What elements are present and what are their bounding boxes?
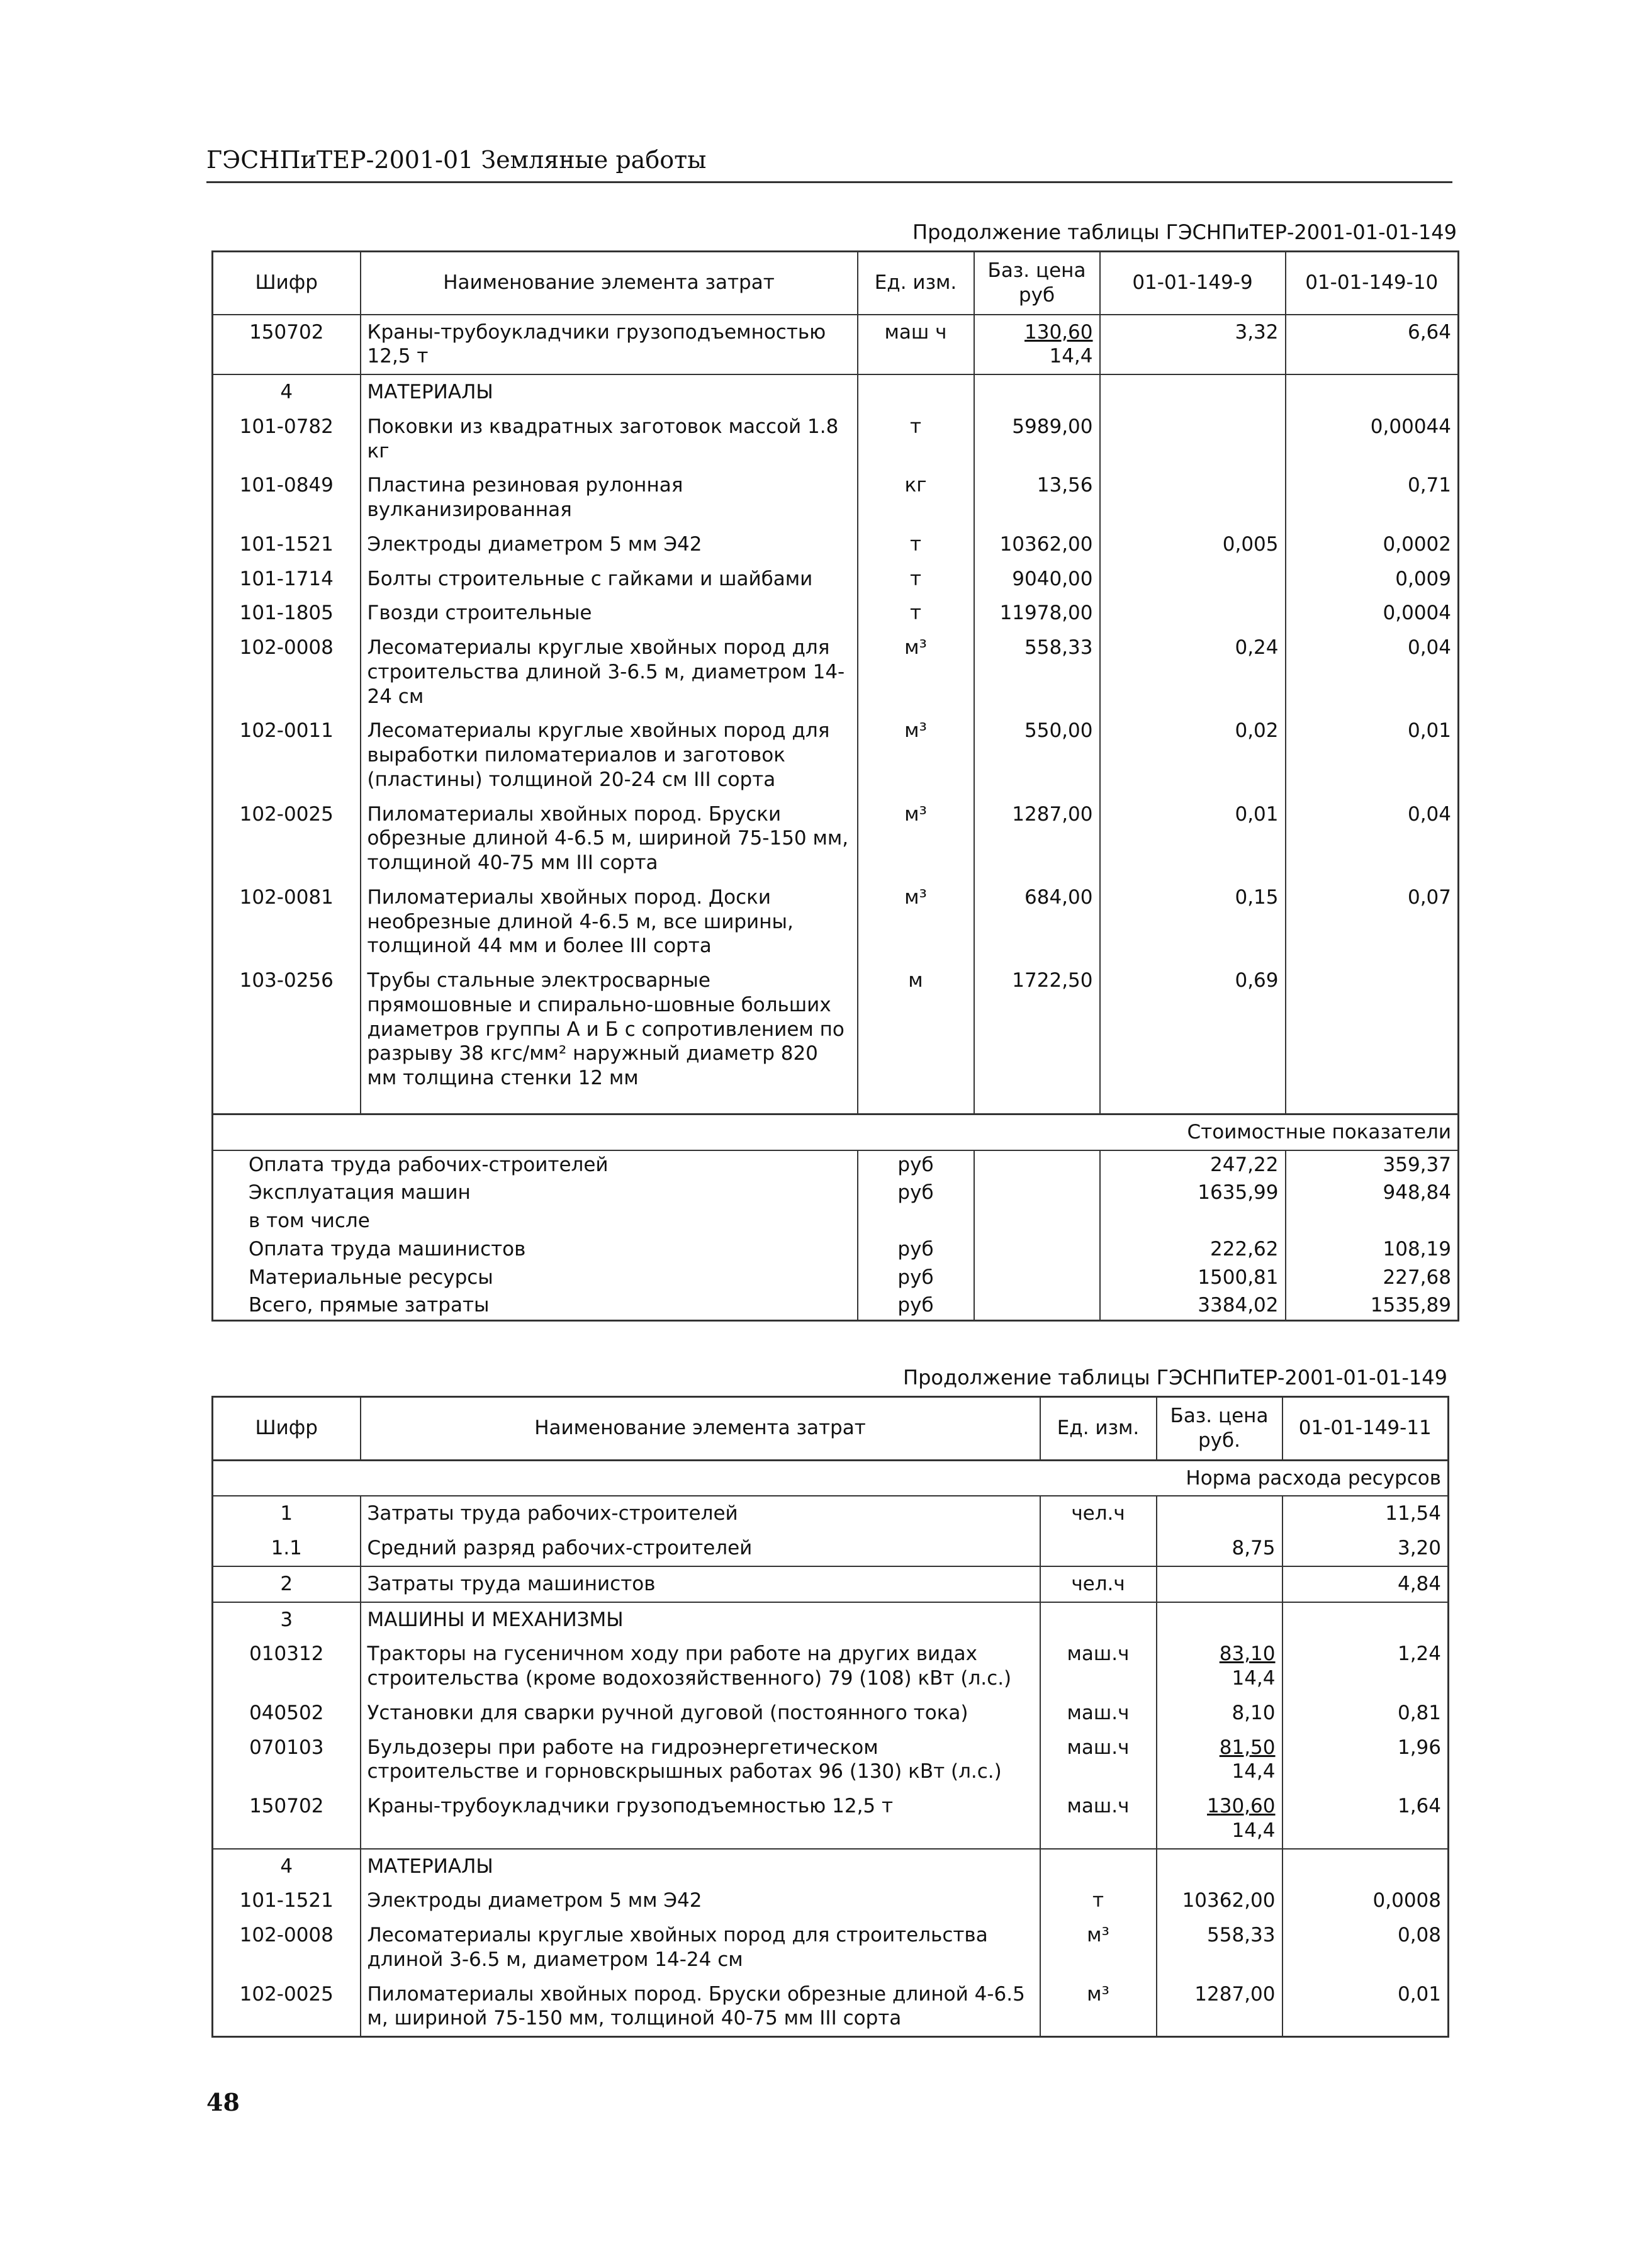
base-price-value: 9040,00 <box>1012 567 1093 590</box>
row-unit: чел.ч <box>1040 1496 1157 1531</box>
base-price-value: 10362,00 <box>999 532 1093 556</box>
base-price <box>974 797 1100 880</box>
base-price-value: 130,60 <box>1024 320 1093 344</box>
row-v1: 0,0008 <box>1282 1883 1449 1918</box>
table-row <box>213 963 1459 1096</box>
spacer-cell <box>1100 1096 1286 1114</box>
summary-v1: 1635,99 <box>1100 1179 1286 1207</box>
row-code: 101-0782 <box>213 410 361 469</box>
col-name: Наименование элемента затрат <box>361 1397 1040 1461</box>
norm-band-row <box>213 1460 1449 1496</box>
table-row <box>213 880 1459 963</box>
base-price <box>974 714 1100 797</box>
base-price-value: 558,33 <box>1207 1924 1276 1946</box>
row-unit: м³ <box>858 880 974 963</box>
table-row <box>213 1731 1449 1790</box>
base-price-value: 550,00 <box>1024 719 1093 743</box>
row-v1: 0,02 <box>1100 714 1286 797</box>
row-code: 070103 <box>213 1731 361 1790</box>
row-name: Средний разряд рабочих-строителей <box>361 1531 1040 1566</box>
base-price <box>1157 1918 1282 1977</box>
summary-v1: 1500,81 <box>1100 1264 1286 1292</box>
row-code: 101-1521 <box>213 1883 361 1918</box>
row-code: 150702 <box>213 1789 361 1849</box>
summary-row <box>213 1179 1459 1207</box>
row-v2 <box>1286 374 1459 410</box>
base-price <box>1157 1883 1282 1918</box>
summary-v1: 247,22 <box>1100 1150 1286 1179</box>
row-code: 102-0008 <box>213 631 361 714</box>
summary-v2 <box>1286 1207 1459 1235</box>
row-unit: маш.ч <box>1040 1789 1157 1849</box>
table-row <box>213 315 1459 375</box>
table-row <box>213 1883 1449 1918</box>
table-row <box>213 1637 1449 1696</box>
summary-empty <box>974 1207 1100 1235</box>
summary-empty <box>974 1264 1100 1292</box>
row-unit: м³ <box>1040 1918 1157 1977</box>
col-price: Баз. цена руб. <box>1157 1397 1282 1461</box>
row-name: Пиломатериалы хвойных пород. Бруски обрезные длиной 4-6.5 м, шириной 75-150 мм, толщиной 40-75 мм III сорта <box>361 797 858 880</box>
row-name: Затраты труда рабочих-строителей <box>361 1496 1040 1531</box>
summary-unit: руб <box>858 1150 974 1179</box>
cost-band: Стоимостные показатели <box>213 1114 1459 1150</box>
base-price-value: 81,50 <box>1219 1736 1276 1759</box>
summary-label: Оплата труда рабочих-строителей <box>213 1150 858 1179</box>
base-price <box>1157 1789 1282 1849</box>
row-name: Пластина резиновая рулонная вулканизированная <box>361 468 858 527</box>
table-row <box>213 1789 1449 1849</box>
base-price <box>974 315 1100 375</box>
table-row <box>213 1696 1449 1731</box>
section-title: МАШИНЫ И МЕХАНИЗМЫ <box>361 1602 1040 1637</box>
row-code: 010312 <box>213 1637 361 1696</box>
summary-v2: 948,84 <box>1286 1179 1459 1207</box>
col-price: Баз. цена руб <box>974 252 1100 315</box>
row-name: Пиломатериалы хвойных пород. Доски необрезные длиной 4-6.5 м, все ширины, толщиной 44 мм и более III сорта <box>361 880 858 963</box>
summary-v1 <box>1100 1207 1286 1235</box>
row-name: Трубы стальные электросварные прямошовные и спирально-шовные больших диаметров группы А и Б с сопротивлением по разрыву 38 кгс/мм² наружный диаметр 820 мм толщина стенки 12 мм <box>361 963 858 1096</box>
row-unit: т <box>1040 1883 1157 1918</box>
machinist-rate: 14,4 <box>1232 1667 1276 1690</box>
row-v1 <box>1100 468 1286 527</box>
row-unit: маш.ч <box>1040 1696 1157 1731</box>
base-price <box>1157 1637 1282 1696</box>
summary-unit: руб <box>858 1264 974 1292</box>
summary-label: Всего, прямые затраты <box>213 1291 858 1320</box>
row-v1: 0,24 <box>1100 631 1286 714</box>
base-price-value: 684,00 <box>1024 885 1093 909</box>
row-name: Поковки из квадратных заготовок массой 1.8 кг <box>361 410 858 469</box>
row-name: Затраты труда машинистов <box>361 1566 1040 1602</box>
row-v1 <box>1282 1849 1449 1884</box>
base-price <box>1157 1696 1282 1731</box>
summary-unit: руб <box>858 1291 974 1320</box>
base-price-value: 10362,00 <box>1182 1889 1276 1912</box>
row-code: 102-0025 <box>213 797 361 880</box>
row-unit: м³ <box>858 631 974 714</box>
table-row <box>213 468 1459 527</box>
col-name: Наименование элемента затрат <box>361 252 858 315</box>
row-name: Электроды диаметром 5 мм Э42 <box>361 527 858 562</box>
base-price <box>1157 1977 1282 2037</box>
machinist-rate: 14,4 <box>1232 1760 1276 1783</box>
row-name: Пиломатериалы хвойных пород. Бруски обрезные длиной 4-6.5 м, шириной 75-150 мм, толщиной 40-75 мм III сорта <box>361 1977 1040 2037</box>
summary-row <box>213 1264 1459 1292</box>
summary-v1: 3384,02 <box>1100 1291 1286 1320</box>
summary-v2: 108,19 <box>1286 1235 1459 1264</box>
row-code: 2 <box>213 1566 361 1602</box>
table1-continuation-title: Продолжение таблицы ГЭСНПиТЕР-2001-01-01-149 <box>912 220 1457 244</box>
table-row <box>213 596 1459 631</box>
base-price-value: 558,33 <box>1024 636 1093 659</box>
row-code: 4 <box>213 374 361 410</box>
summary-row <box>213 1207 1459 1235</box>
row-v2: 0,07 <box>1286 880 1459 963</box>
section-row <box>213 1602 1449 1637</box>
summary-empty <box>974 1291 1100 1320</box>
table-row <box>213 714 1459 797</box>
row-unit: м³ <box>858 797 974 880</box>
row-code: 101-1805 <box>213 596 361 631</box>
row-name: Бульдозеры при работе на гидроэнергетическом строительстве и горновскрышных работах 96 (130) кВт (л.с.) <box>361 1731 1040 1790</box>
col-unit: Ед. изм. <box>858 252 974 315</box>
row-v1: 1,96 <box>1282 1731 1449 1790</box>
row-unit <box>1040 1849 1157 1884</box>
row-v2: 0,009 <box>1286 562 1459 597</box>
base-price-value: 13,56 <box>1036 474 1093 497</box>
summary-empty <box>974 1235 1100 1264</box>
row-code: 102-0011 <box>213 714 361 797</box>
row-unit: маш ч <box>858 315 974 375</box>
summary-unit: руб <box>858 1235 974 1264</box>
row-code: 1.1 <box>213 1531 361 1566</box>
row-v1 <box>1100 596 1286 631</box>
row-unit <box>1040 1531 1157 1566</box>
row-unit: кг <box>858 468 974 527</box>
row-code: 101-0849 <box>213 468 361 527</box>
summary-v2: 1535,89 <box>1286 1291 1459 1320</box>
col-code: Шифр <box>213 1397 361 1461</box>
table-row <box>213 1531 1449 1566</box>
table-row <box>213 1918 1449 1977</box>
spacer-cell <box>858 1096 974 1114</box>
row-unit: м³ <box>858 714 974 797</box>
base-price <box>974 596 1100 631</box>
base-price <box>974 631 1100 714</box>
table2 <box>211 1396 1449 2038</box>
summary-v1: 222,62 <box>1100 1235 1286 1264</box>
row-v2: 0,71 <box>1286 468 1459 527</box>
row-unit <box>858 374 974 410</box>
base-price-value: 8,75 <box>1232 1537 1276 1559</box>
summary-label: в том числе <box>213 1207 858 1235</box>
row-v2: 0,04 <box>1286 631 1459 714</box>
base-price <box>974 527 1100 562</box>
row-name: Гвозди строительные <box>361 596 858 631</box>
summary-label: Оплата труда машинистов <box>213 1235 858 1264</box>
table-row <box>213 1496 1449 1531</box>
table2-header-row <box>213 1397 1449 1461</box>
row-name: Лесоматериалы круглые хвойных пород для строительства длиной 3-6.5 м, диаметром 14-24 см <box>361 631 858 714</box>
norm-band: Норма расхода ресурсов <box>213 1460 1449 1496</box>
summary-v2: 359,37 <box>1286 1150 1459 1179</box>
row-v2: 0,04 <box>1286 797 1459 880</box>
spacer-cell <box>213 1096 361 1114</box>
row-v2: 0,00044 <box>1286 410 1459 469</box>
row-name: Краны-трубоукладчики грузоподъемностью 12,5 т <box>361 1789 1040 1849</box>
row-unit: м³ <box>1040 1977 1157 2037</box>
base-price <box>1157 1731 1282 1790</box>
row-v1: 0,005 <box>1100 527 1286 562</box>
row-name: Тракторы на гусеничном ходу при работе на других видах строительства (кроме водохозяйственного) 79 (108) кВт (л.с.) <box>361 1637 1040 1696</box>
row-name: Болты строительные с гайками и шайбами <box>361 562 858 597</box>
page-header: ГЭСНПиТЕР-2001-01 Земляные работы <box>206 146 1452 183</box>
base-price <box>1157 1602 1282 1637</box>
col-code: Шифр <box>213 252 361 315</box>
row-unit: маш.ч <box>1040 1637 1157 1696</box>
base-price-value: 83,10 <box>1219 1642 1276 1666</box>
base-price-value: 8,10 <box>1232 1701 1276 1724</box>
row-code: 1 <box>213 1496 361 1531</box>
summary-unit <box>858 1207 974 1235</box>
row-v1: 0,08 <box>1282 1918 1449 1977</box>
col-unit: Ед. изм. <box>1040 1397 1157 1461</box>
row-v2: 6,64 <box>1286 315 1459 375</box>
row-v1: 11,54 <box>1282 1496 1449 1531</box>
row-unit: т <box>858 410 974 469</box>
base-price-value: 1287,00 <box>1194 1982 1276 2006</box>
row-v2: 0,0002 <box>1286 527 1459 562</box>
row-code: 101-1714 <box>213 562 361 597</box>
machinist-rate: 14,4 <box>1049 345 1093 368</box>
row-code: 4 <box>213 1849 361 1884</box>
table-row <box>213 1566 1449 1602</box>
base-price-value: 1722,50 <box>1012 969 1093 992</box>
row-code: 3 <box>213 1602 361 1637</box>
machinist-rate: 14,4 <box>1232 1819 1276 1842</box>
base-price-value: 11978,00 <box>999 602 1093 625</box>
section-title: МАТЕРИАЛЫ <box>361 374 858 410</box>
table1-header-row <box>213 252 1459 315</box>
col-v1: 01-01-149-11 <box>1282 1397 1449 1461</box>
row-unit <box>1040 1602 1157 1637</box>
row-v1 <box>1282 1602 1449 1637</box>
row-unit: маш.ч <box>1040 1731 1157 1790</box>
row-name: Краны-трубоукладчики грузоподъемностью 12,5 т <box>361 315 858 375</box>
spacer-cell <box>1286 1096 1459 1114</box>
row-name: Установки для сварки ручной дуговой (постоянного тока) <box>361 1696 1040 1731</box>
row-v1: 3,20 <box>1282 1531 1449 1566</box>
table-row <box>213 797 1459 880</box>
base-price <box>1157 1566 1282 1602</box>
row-v1: 0,69 <box>1100 963 1286 1096</box>
row-v2 <box>1286 963 1459 1096</box>
table-row <box>213 631 1459 714</box>
row-name: Лесоматериалы круглые хвойных пород для строительства длиной 3-6.5 м, диаметром 14-24 см <box>361 1918 1040 1977</box>
section-row <box>213 1849 1449 1884</box>
row-v1: 1,64 <box>1282 1789 1449 1849</box>
base-price <box>974 468 1100 527</box>
table2-continuation-title: Продолжение таблицы ГЭСНПиТЕР-2001-01-01-149 <box>903 1366 1447 1389</box>
summary-empty <box>974 1179 1100 1207</box>
row-code: 150702 <box>213 315 361 375</box>
col-v1: 01-01-149-9 <box>1100 252 1286 315</box>
summary-label: Материальные ресурсы <box>213 1264 858 1292</box>
row-v1: 1,24 <box>1282 1637 1449 1696</box>
base-price <box>1157 1849 1282 1884</box>
summary-label: Эксплуатация машин <box>213 1179 858 1207</box>
row-code: 102-0081 <box>213 880 361 963</box>
summary-empty <box>974 1150 1100 1179</box>
summary-v2: 227,68 <box>1286 1264 1459 1292</box>
base-price-value: 1287,00 <box>1012 802 1093 826</box>
row-name: Лесоматериалы круглые хвойных пород для выработки пиломатериалов и заготовок (пластины) толщиной 20-24 см III сорта <box>361 714 858 797</box>
base-price-value: 130,60 <box>1207 1795 1276 1817</box>
summary-row <box>213 1235 1459 1264</box>
base-price-value: 5989,00 <box>1012 415 1093 438</box>
table-row <box>213 1977 1449 2037</box>
row-code: 103-0256 <box>213 963 361 1096</box>
spacer-row <box>213 1096 1459 1114</box>
row-v1 <box>1100 374 1286 410</box>
row-v1: 0,01 <box>1282 1977 1449 2037</box>
page-number: 48 <box>206 2088 240 2116</box>
row-v1 <box>1100 410 1286 469</box>
row-unit: т <box>858 562 974 597</box>
row-unit: т <box>858 596 974 631</box>
row-v1 <box>1100 562 1286 597</box>
base-price <box>974 562 1100 597</box>
row-code: 102-0008 <box>213 1918 361 1977</box>
section-row <box>213 374 1459 410</box>
base-price <box>974 374 1100 410</box>
spacer-cell <box>361 1096 858 1114</box>
row-code: 101-1521 <box>213 527 361 562</box>
row-unit: т <box>858 527 974 562</box>
row-v1: 0,81 <box>1282 1696 1449 1731</box>
base-price <box>1157 1496 1282 1531</box>
summary-row <box>213 1150 1459 1179</box>
row-v1: 0,15 <box>1100 880 1286 963</box>
table-row <box>213 410 1459 469</box>
section-title: МАТЕРИАЛЫ <box>361 1849 1040 1884</box>
row-unit: чел.ч <box>1040 1566 1157 1602</box>
table-row <box>213 527 1459 562</box>
row-code: 040502 <box>213 1696 361 1731</box>
base-price <box>974 963 1100 1096</box>
summary-row <box>213 1291 1459 1320</box>
row-v1: 0,01 <box>1100 797 1286 880</box>
table-row <box>213 562 1459 597</box>
row-name: Электроды диаметром 5 мм Э42 <box>361 1883 1040 1918</box>
col-v2: 01-01-149-10 <box>1286 252 1459 315</box>
row-unit: м <box>858 963 974 1096</box>
row-v2: 0,01 <box>1286 714 1459 797</box>
base-price <box>1157 1531 1282 1566</box>
cost-band-row <box>213 1114 1459 1150</box>
row-v1: 4,84 <box>1282 1566 1449 1602</box>
spacer-cell <box>974 1096 1100 1114</box>
row-v1: 3,32 <box>1100 315 1286 375</box>
row-code: 102-0025 <box>213 1977 361 2037</box>
summary-unit: руб <box>858 1179 974 1207</box>
row-v2: 0,0004 <box>1286 596 1459 631</box>
base-price <box>974 410 1100 469</box>
table1 <box>211 250 1459 1322</box>
base-price <box>974 880 1100 963</box>
